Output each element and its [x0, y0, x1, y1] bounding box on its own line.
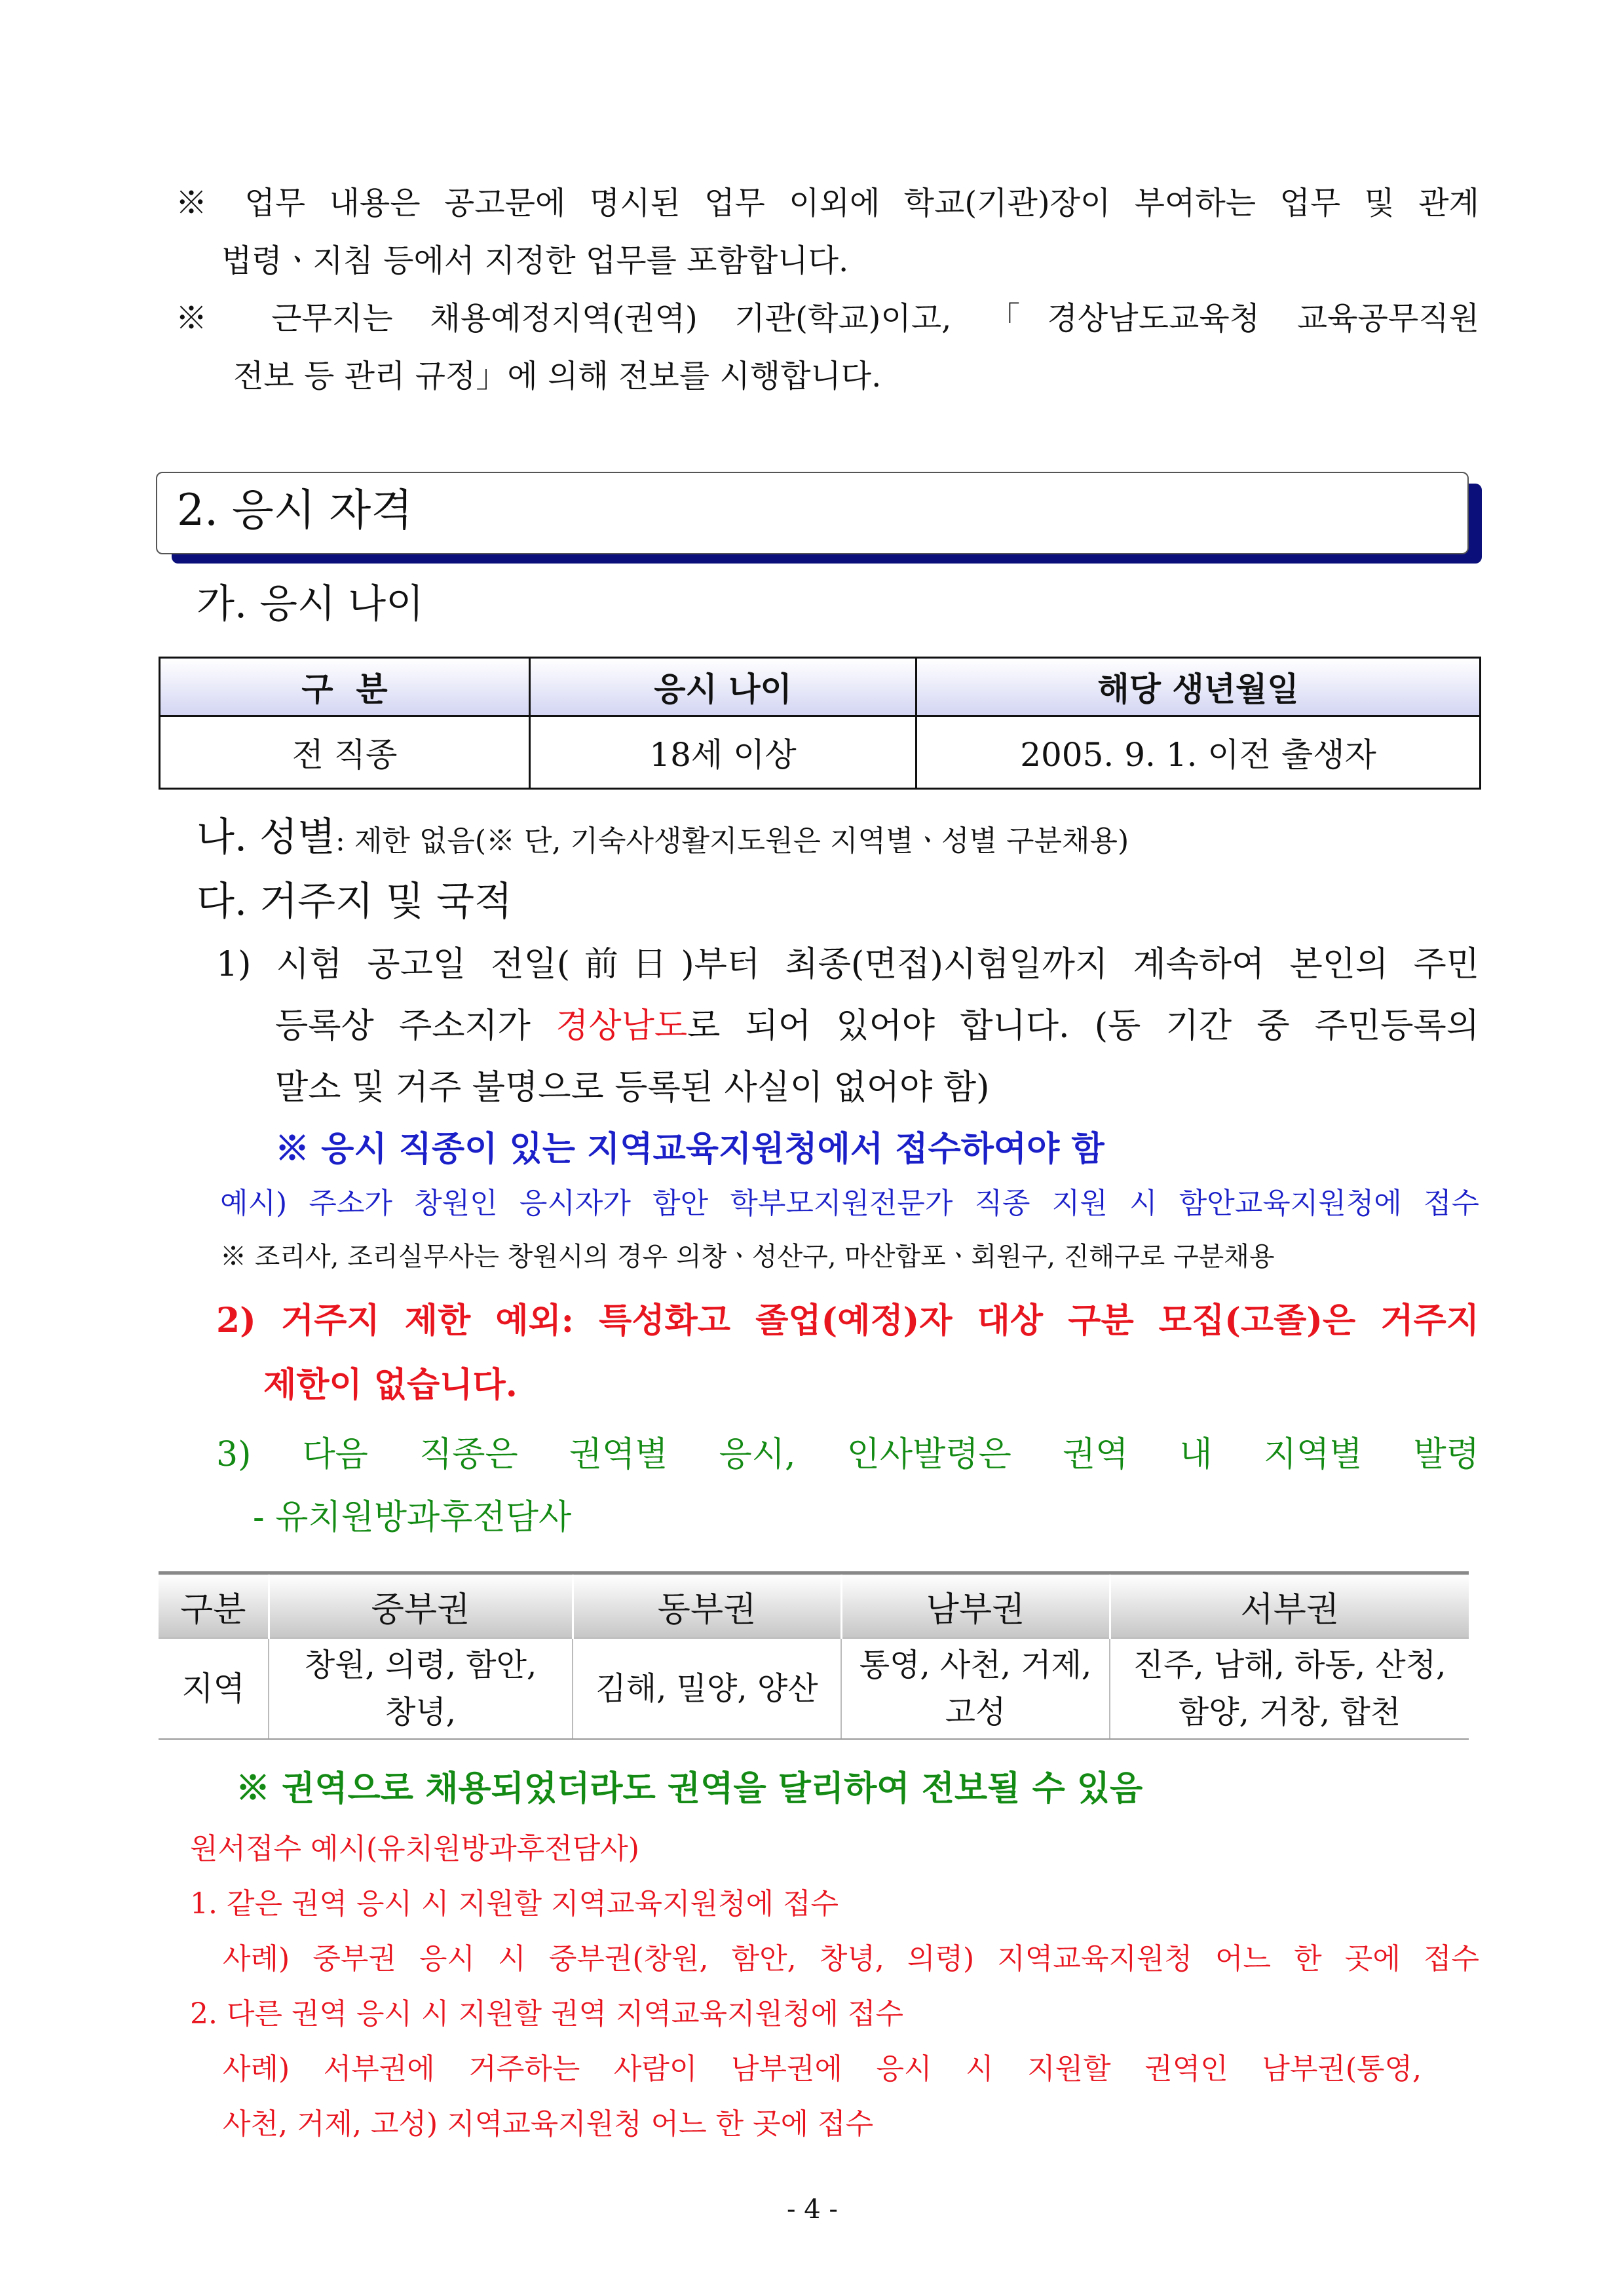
age-table-header-row — [160, 658, 1481, 716]
region-row-label: 지역 — [159, 1638, 269, 1739]
application-example-2-case-line2: 사천, 거제, 고성) 지역교육지원청 어느 한 곳에 접수 — [223, 2107, 874, 2141]
region-table — [159, 1571, 1469, 1740]
residence-item3-line2: - 유치원방과후전담사 — [253, 1498, 572, 1537]
region-transfer-notice: ※ 권역으로 채용되었더라도 권역을 달리하여 전보될 수 있음 — [236, 1769, 1143, 1808]
residence-item3-line1: 3) 다음 직종은 권역별 응시, 인사발령은 권역 내 지역별 발령 — [216, 1435, 1479, 1474]
region-cell-central-line2: 창녕, — [385, 1694, 456, 1731]
residence-item1-line1: 1) 시험 공고일 전일(前日)부터 최종(면접)시험일까지 계속하여 본인의 주민 — [216, 945, 1479, 984]
age-cell-age: 18세 이상 — [530, 716, 916, 789]
gender-heading: 나. 성별 — [197, 814, 336, 860]
residence-item1-line2 — [275, 1006, 1479, 1046]
note-workplace-line1: ※ 근무지는 채용예정지역(권역) 기관(학교)이고, 「경상남도교육청 교육공무직원 — [176, 300, 1479, 337]
region-header-category: 구분 — [159, 1573, 269, 1639]
region-cell-west-line1: 진주, 남해, 하동, 산청, — [1133, 1647, 1446, 1683]
region-cell-south-line2: 고성 — [945, 1694, 1006, 1731]
residence-item1-line2-pre: 등록상 주소지가 — [275, 1006, 556, 1046]
region-table-header-row — [159, 1573, 1469, 1639]
table-row — [160, 716, 1481, 789]
application-examples-title: 원서접수 예시(유치원방과후전담사) — [190, 1832, 639, 1866]
residence-cook-note: ※ 조리사, 조리실무사는 창원시의 경우 의창ㆍ성산구, 마산합포ㆍ회원구, 진해구로 구분채용 — [220, 1242, 1275, 1272]
residence-notice: ※ 응시 직종이 있는 지역교육지원청에서 접수하여야 함 — [275, 1129, 1105, 1169]
residence-item2-line1: 2) 거주지 제한 예외: 특성화고 졸업(예정)자 대상 구분 모집(고졸)은 거주지 — [216, 1301, 1479, 1341]
table-row — [159, 1638, 1469, 1739]
region-cell-east — [573, 1638, 841, 1739]
age-cell-birthdate: 2005. 9. 1. 이전 출생자 — [916, 716, 1481, 789]
age-header-age: 응시 나이 — [530, 658, 916, 716]
age-table — [159, 657, 1481, 790]
residence-highlight-region: 경상남도 — [556, 1006, 688, 1046]
application-example-2-case-line1: 사례) 서부권에 거주하는 사람이 남부권에 응시 시 지원할 권역인 남부권(통영, — [223, 2052, 1422, 2086]
gender-line — [197, 814, 1129, 860]
residence-example: 예시) 주소가 창원인 응시자가 함안 학부모지원전문가 직종 지원 시 함안교육지원청에 접수 — [220, 1187, 1479, 1220]
region-cell-central — [269, 1638, 573, 1739]
application-example-1: 1. 같은 권역 응시 시 지원할 지역교육지원청에 접수 — [190, 1887, 839, 1921]
application-example-2: 2. 다른 권역 응시 시 지원할 권역 지역교육지원청에 접수 — [190, 1997, 903, 2031]
gender-text: : 제한 없음(※ 단, 기숙사생활지도원은 지역별ㆍ성별 구분채용) — [335, 824, 1129, 858]
age-header-birthdate: 해당 생년월일 — [916, 658, 1481, 716]
note-duty-line1: ※ 업무 내용은 공고문에 명시된 업무 이외에 학교(기관)장이 부여하는 업무 및 관계 — [176, 185, 1479, 221]
age-header-category: 구 분 — [160, 658, 530, 716]
region-header-central: 중부권 — [269, 1573, 573, 1639]
region-cell-central-line1: 창원, 의령, 함안, — [304, 1647, 537, 1683]
region-header-south: 남부권 — [841, 1573, 1110, 1639]
region-cell-west-line2: 함양, 거창, 합천 — [1178, 1694, 1401, 1731]
residence-item1-line3: 말소 및 거주 불명으로 등록된 사실이 없어야 함) — [275, 1068, 990, 1107]
age-heading: 가. 응시 나이 — [197, 581, 425, 627]
region-header-west: 서부권 — [1110, 1573, 1469, 1639]
age-cell-category: 전 직종 — [160, 716, 530, 789]
region-cell-west — [1110, 1638, 1469, 1739]
residence-item2-line2: 제한이 없습니다. — [263, 1365, 518, 1405]
section-title: 2. 응시 자격 — [177, 485, 413, 535]
region-cell-south-line1: 통영, 사천, 거제, — [859, 1647, 1092, 1683]
region-header-east: 동부권 — [573, 1573, 841, 1639]
residence-heading: 다. 거주지 및 국적 — [197, 879, 513, 925]
page-number: - 4 - — [787, 2194, 838, 2225]
region-cell-east-line1: 김해, 밀양, 양산 — [595, 1670, 818, 1707]
note-duty-line2: 법령ㆍ지침 등에서 지정한 업무를 포함합니다. — [221, 242, 849, 279]
application-example-1-case: 사례) 중부권 응시 시 중부권(창원, 함안, 창녕, 의령) 지역교육지원청 어느 한 곳에 접수 — [223, 1942, 1480, 1976]
residence-item1-line2-post: 로 되어 있어야 합니다. (동 기간 중 주민등록의 — [687, 1006, 1479, 1046]
region-cell-south — [841, 1638, 1110, 1739]
note-workplace-line2: 전보 등 관리 규정」에 의해 전보를 시행합니다. — [233, 358, 882, 394]
